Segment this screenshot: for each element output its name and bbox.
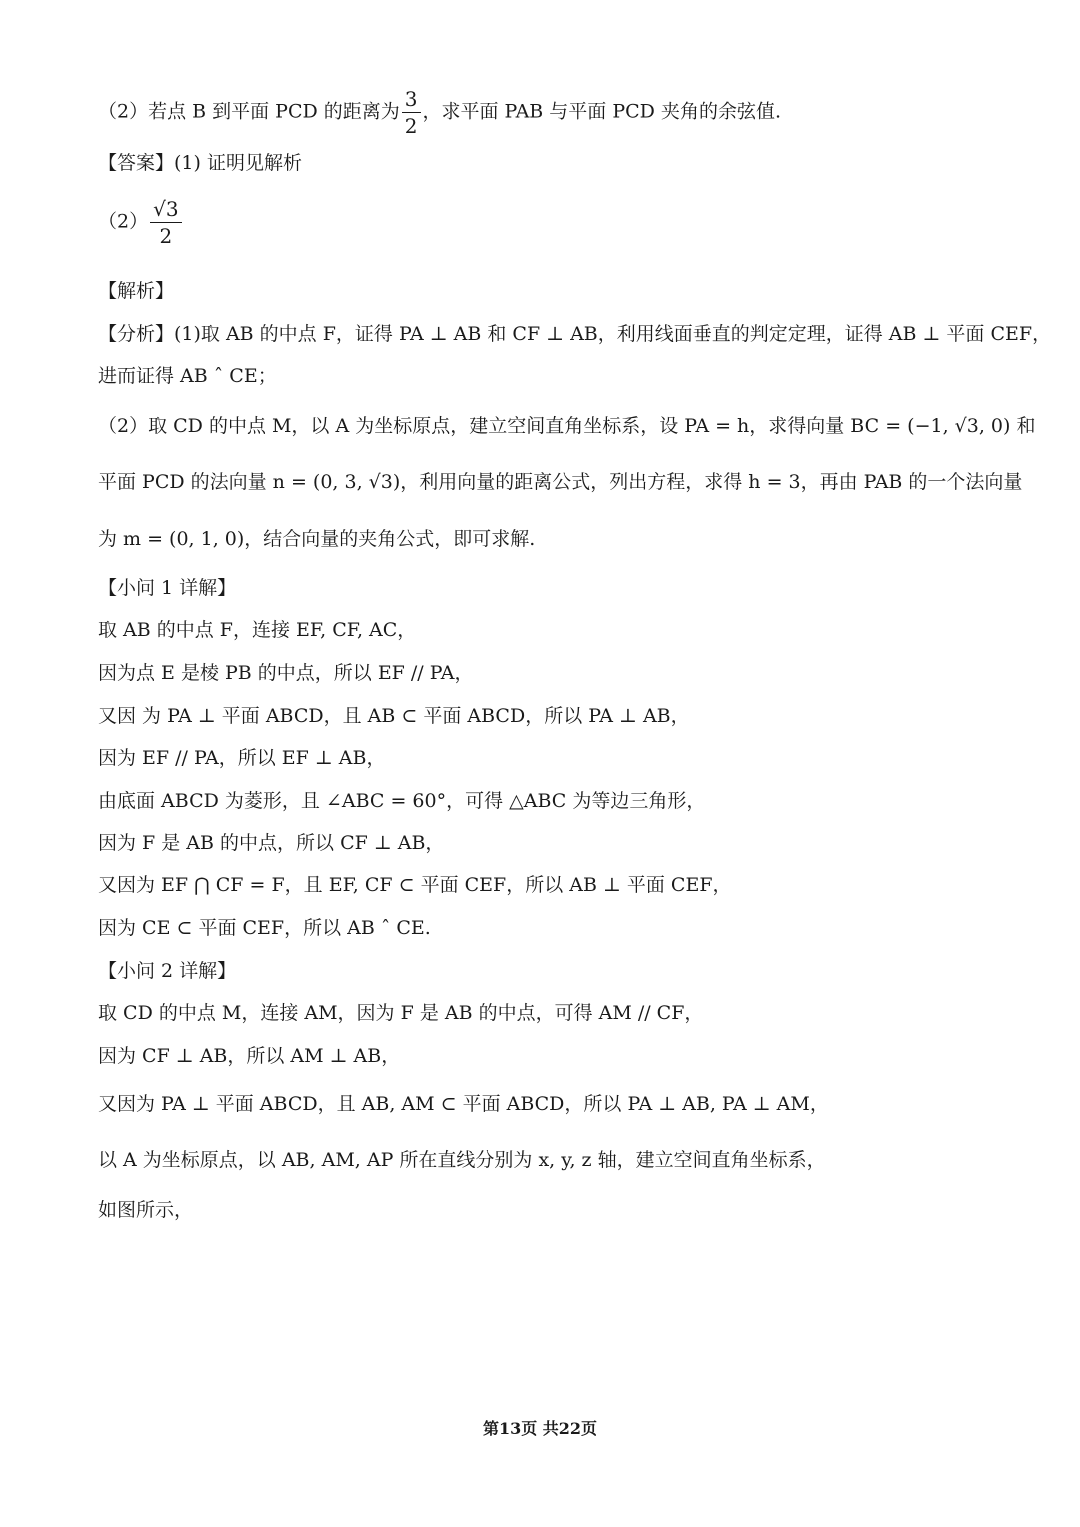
analysis-line-2: 进而证得 AB ˆ CE；: [98, 365, 277, 387]
part1-line: 因为 EF // PA，所以 EF ⊥ AB，: [98, 747, 386, 769]
answer-2-prefix: （2）: [98, 210, 149, 233]
part1-line: 又因 为 PA ⊥ 平面 ABCD，且 AB ⊂ 平面 ABCD，所以 PA ⊥ AB，: [98, 705, 690, 727]
part2-line: 因为 CF ⊥ AB，所以 AM ⊥ AB，: [98, 1045, 401, 1067]
q2-fraction-denominator: 2: [404, 114, 418, 138]
q2-fraction: [402, 86, 421, 139]
part2-line: 取 CD 的中点 M，连接 AM，因为 F 是 AB 的中点，可得 AM // CF，: [98, 1002, 704, 1024]
analysis-line-4: 平面 PCD 的法向量 n = (0, 3, √3)，利用向量的距离公式，列出方程，求得 h = 3，再由 PAB 的一个法向量: [98, 471, 1023, 493]
question-2: [98, 86, 781, 139]
analysis-line-3: （2）取 CD 的中点 M，以 A 为坐标原点，建立空间直角坐标系，设 PA = h，求得向量 BC = (−1, √3, 0) 和: [98, 415, 1036, 437]
part1-line: 因为 F 是 AB 的中点，所以 CF ⊥ AB，: [98, 832, 445, 854]
q2-fraction-numerator: 3: [402, 86, 421, 113]
q2-suffix: ，求平面 PAB 与平面 PCD 夹角的余弦值.: [422, 100, 781, 123]
part2-line: 如图所示，: [98, 1199, 194, 1221]
analysis-line-1: 【分析】(1)取 AB 的中点 F，证得 PA ⊥ AB 和 CF ⊥ AB，利用线面垂直的判定定理，证得 AB ⊥ 平面 CEF，: [98, 323, 1052, 345]
part1-line: 又因为 EF ⋂ CF = F，且 EF, CF ⊂ 平面 CEF，所以 AB ⊥ 平面 CEF，: [98, 874, 732, 896]
analysis-line-5: 为 m = (0, 1, 0)，结合向量的夹角公式，即可求解.: [98, 528, 536, 550]
q2-prefix: （2）若点 B 到平面 PCD 的距离为: [98, 100, 400, 123]
part1-line: 因为 CE ⊂ 平面 CEF，所以 AB ˆ CE.: [98, 917, 431, 939]
answer-line-1: 【答案】(1) 证明见解析: [98, 152, 302, 174]
part1-line: 因为点 E 是棱 PB 的中点，所以 EF // PA，: [98, 662, 474, 684]
answer-line-2: [98, 196, 184, 249]
part2-line: 又因为 PA ⊥ 平面 ABCD，且 AB, AM ⊂ 平面 ABCD，所以 PA ⊥ AB, PA ⊥ AM，: [98, 1093, 829, 1115]
part2-title: 【小问 2 详解】: [98, 960, 237, 982]
jiexi-heading: 【解析】: [98, 280, 175, 302]
part1-title: 【小问 1 详解】: [98, 577, 237, 599]
page-number: 第13页 共22页: [482, 1419, 598, 1438]
part1-line: 由底面 ABCD 为菱形，且 ∠ABC = 60°，可得 △ABC 为等边三角形，: [98, 790, 706, 812]
answer-2-fraction: [150, 196, 181, 249]
answer-2-numerator: √3: [150, 196, 181, 223]
part1-line: 取 AB 的中点 F，连接 EF, CF, AC，: [98, 619, 417, 641]
answer-2-denominator: 2: [159, 224, 173, 248]
part2-line: 以 A 为坐标原点，以 AB, AM, AP 所在直线分别为 x, y, z 轴，建立空间直角坐标系，: [98, 1149, 826, 1171]
